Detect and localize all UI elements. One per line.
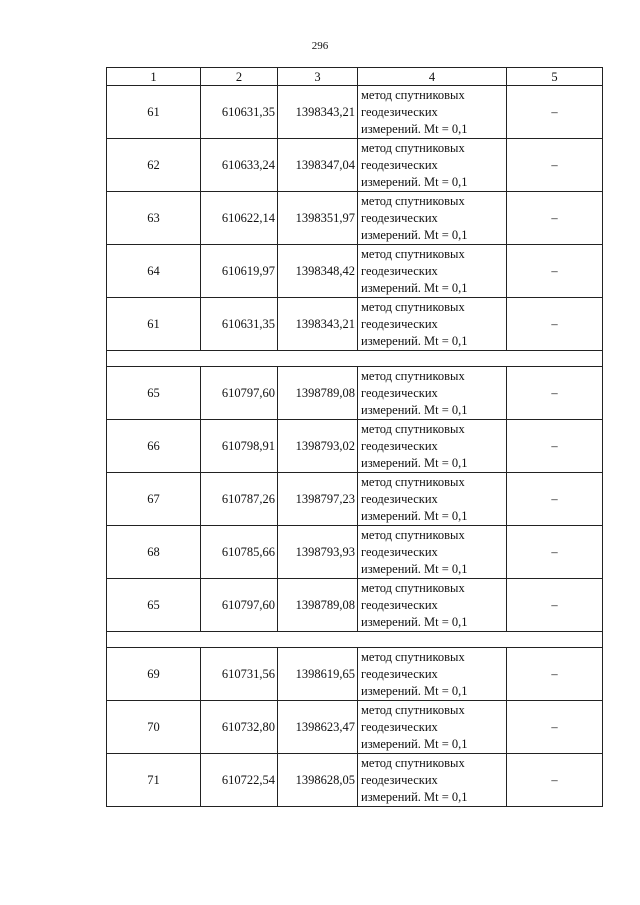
- y-coordinate-cell: 1398343,21: [278, 298, 358, 351]
- y-coordinate-cell: 1398351,97: [278, 192, 358, 245]
- method-line: измерений. Mt = 0,1: [361, 227, 468, 242]
- note-cell: –: [507, 579, 603, 632]
- table-row: [107, 367, 603, 420]
- note-cell: –: [507, 648, 603, 701]
- method-line: геодезических: [361, 316, 438, 331]
- note-cell: –: [507, 245, 603, 298]
- method-line: измерений. Mt = 0,1: [361, 121, 468, 136]
- method-cell: [358, 754, 507, 807]
- y-coordinate-cell: 1398347,04: [278, 139, 358, 192]
- note-cell: –: [507, 139, 603, 192]
- page-number: 296: [311, 40, 329, 52]
- table-row: [107, 420, 603, 473]
- table-row: [107, 473, 603, 526]
- method-cell: [358, 298, 507, 351]
- method-cell: [358, 579, 507, 632]
- method-cell: [358, 526, 507, 579]
- column-header-4: 4: [358, 68, 507, 86]
- method-line: метод спутниковых: [361, 702, 465, 717]
- method-line: метод спутниковых: [361, 87, 465, 102]
- method-line: метод спутниковых: [361, 246, 465, 261]
- method-line: метод спутниковых: [361, 421, 465, 436]
- x-coordinate-cell: 610633,24: [201, 139, 278, 192]
- table-row: [107, 298, 603, 351]
- table-row: [107, 648, 603, 701]
- x-coordinate-cell: 610787,26: [201, 473, 278, 526]
- method-line: геодезических: [361, 544, 438, 559]
- method-line: метод спутниковых: [361, 755, 465, 770]
- point-number-cell: 71: [107, 754, 201, 807]
- method-line: измерений. Mt = 0,1: [361, 174, 468, 189]
- table-row: [107, 579, 603, 632]
- column-header-3: 3: [278, 68, 358, 86]
- point-number-cell: 64: [107, 245, 201, 298]
- x-coordinate-cell: 610797,60: [201, 579, 278, 632]
- method-line: метод спутниковых: [361, 140, 465, 155]
- method-line: измерений. Mt = 0,1: [361, 402, 468, 417]
- method-line: измерений. Mt = 0,1: [361, 508, 468, 523]
- table-row: [107, 754, 603, 807]
- method-cell: [358, 139, 507, 192]
- column-header-5: 5: [507, 68, 603, 86]
- method-cell: [358, 701, 507, 754]
- method-line: геодезических: [361, 666, 438, 681]
- point-number-cell: 66: [107, 420, 201, 473]
- note-cell: –: [507, 701, 603, 754]
- method-cell: [358, 648, 507, 701]
- group-separator-cell: [107, 351, 603, 367]
- method-line: метод спутниковых: [361, 474, 465, 489]
- coordinates-table: [106, 67, 603, 807]
- method-line: метод спутниковых: [361, 368, 465, 383]
- method-line: метод спутниковых: [361, 193, 465, 208]
- point-number-cell: 69: [107, 648, 201, 701]
- y-coordinate-cell: 1398797,23: [278, 473, 358, 526]
- y-coordinate-cell: 1398789,08: [278, 579, 358, 632]
- point-number-cell: 70: [107, 701, 201, 754]
- x-coordinate-cell: 610622,14: [201, 192, 278, 245]
- method-line: измерений. Mt = 0,1: [361, 683, 468, 698]
- header-row: [107, 68, 603, 86]
- method-cell: [358, 367, 507, 420]
- note-cell: –: [507, 298, 603, 351]
- method-line: метод спутниковых: [361, 299, 465, 314]
- y-coordinate-cell: 1398623,47: [278, 701, 358, 754]
- y-coordinate-cell: 1398628,05: [278, 754, 358, 807]
- y-coordinate-cell: 1398793,02: [278, 420, 358, 473]
- method-cell: [358, 86, 507, 139]
- note-cell: –: [507, 754, 603, 807]
- x-coordinate-cell: 610785,66: [201, 526, 278, 579]
- point-number-cell: 68: [107, 526, 201, 579]
- method-line: геодезических: [361, 772, 438, 787]
- table-row: [107, 192, 603, 245]
- x-coordinate-cell: 610722,54: [201, 754, 278, 807]
- method-cell: [358, 473, 507, 526]
- point-number-cell: 63: [107, 192, 201, 245]
- point-number-cell: 65: [107, 367, 201, 420]
- y-coordinate-cell: 1398619,65: [278, 648, 358, 701]
- method-cell: [358, 420, 507, 473]
- method-cell: [358, 192, 507, 245]
- method-line: измерений. Mt = 0,1: [361, 736, 468, 751]
- y-coordinate-cell: 1398793,93: [278, 526, 358, 579]
- method-line: геодезических: [361, 597, 438, 612]
- note-cell: –: [507, 192, 603, 245]
- x-coordinate-cell: 610797,60: [201, 367, 278, 420]
- note-cell: –: [507, 367, 603, 420]
- point-number-cell: 65: [107, 579, 201, 632]
- method-cell: [358, 245, 507, 298]
- method-line: геодезических: [361, 491, 438, 506]
- x-coordinate-cell: 610631,35: [201, 298, 278, 351]
- y-coordinate-cell: 1398789,08: [278, 367, 358, 420]
- method-line: геодезических: [361, 385, 438, 400]
- method-line: метод спутниковых: [361, 580, 465, 595]
- table-row: [107, 139, 603, 192]
- group-separator-row: [107, 632, 603, 648]
- method-line: метод спутниковых: [361, 527, 465, 542]
- method-line: измерений. Mt = 0,1: [361, 333, 468, 348]
- group-separator-cell: [107, 632, 603, 648]
- x-coordinate-cell: 610732,80: [201, 701, 278, 754]
- table-row: [107, 245, 603, 298]
- point-number-cell: 61: [107, 298, 201, 351]
- point-number-cell: 61: [107, 86, 201, 139]
- y-coordinate-cell: 1398348,42: [278, 245, 358, 298]
- method-line: измерений. Mt = 0,1: [361, 614, 468, 629]
- method-line: геодезических: [361, 104, 438, 119]
- table-row: [107, 86, 603, 139]
- note-cell: –: [507, 473, 603, 526]
- x-coordinate-cell: 610731,56: [201, 648, 278, 701]
- column-header-1: 1: [107, 68, 201, 86]
- method-line: геодезических: [361, 719, 438, 734]
- method-line: измерений. Mt = 0,1: [361, 789, 468, 804]
- note-cell: –: [507, 526, 603, 579]
- method-line: геодезических: [361, 438, 438, 453]
- method-line: геодезических: [361, 210, 438, 225]
- method-line: метод спутниковых: [361, 649, 465, 664]
- method-line: измерений. Mt = 0,1: [361, 455, 468, 470]
- table-header: [107, 68, 603, 86]
- group-separator-row: [107, 351, 603, 367]
- note-cell: –: [507, 86, 603, 139]
- y-coordinate-cell: 1398343,21: [278, 86, 358, 139]
- column-header-2: 2: [201, 68, 278, 86]
- table-row: [107, 526, 603, 579]
- method-line: геодезических: [361, 263, 438, 278]
- method-line: геодезических: [361, 157, 438, 172]
- x-coordinate-cell: 610619,97: [201, 245, 278, 298]
- point-number-cell: 62: [107, 139, 201, 192]
- x-coordinate-cell: 610631,35: [201, 86, 278, 139]
- method-line: измерений. Mt = 0,1: [361, 280, 468, 295]
- method-line: измерений. Mt = 0,1: [361, 561, 468, 576]
- x-coordinate-cell: 610798,91: [201, 420, 278, 473]
- point-number-cell: 67: [107, 473, 201, 526]
- table-row: [107, 701, 603, 754]
- note-cell: –: [507, 420, 603, 473]
- table-body: [107, 86, 603, 807]
